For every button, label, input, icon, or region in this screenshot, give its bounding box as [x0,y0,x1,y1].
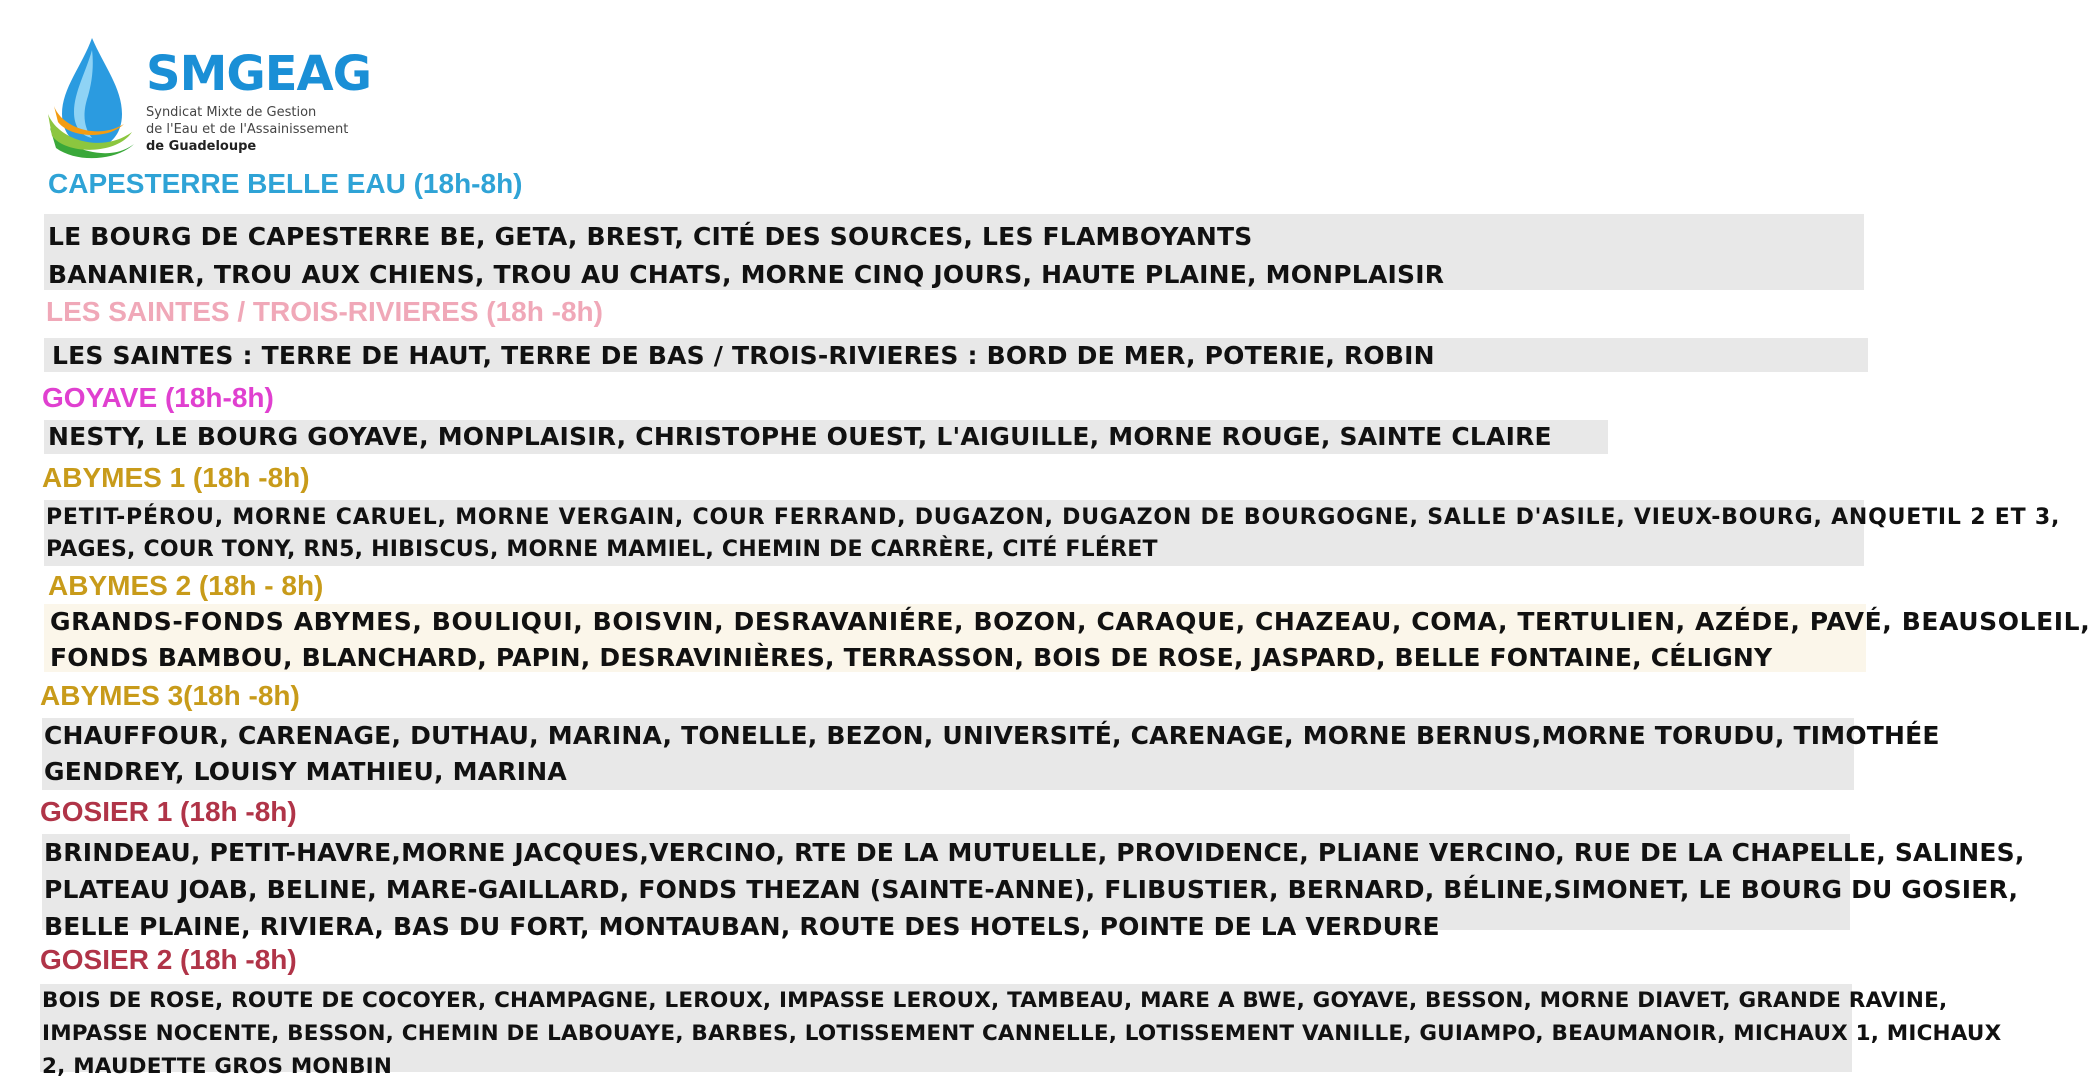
area-line: BRINDEAU, PETIT-HAVRE,MORNE JACQUES,VERCINO, RTE DE LA MUTUELLE, PROVIDENCE, PLIANE VERCINO, RUE DE LA CHAPELLE, SALINES, [44,838,2025,867]
smgeag-logo [48,36,388,162]
area-line: BANANIER, TROU AUX CHIENS, TROU AU CHATS, MORNE CINQ JOURS, HAUTE PLAINE, MONPLAISIR [48,260,1445,289]
section-box-gosier-1 [42,834,2025,941]
area-line: FONDS BAMBOU, BLANCHARD, PAPIN, DESRAVINIÈRES, TERRASSON, BOIS DE ROSE, JASPARD, BELLE FONTAINE, CÉLIGNY [50,643,1773,672]
section-box-abymes-3 [42,718,1940,790]
area-line: CHAUFFOUR, CARENAGE, DUTHAU, MARINA, TONELLE, BEZON, UNIVERSITÉ, CARENAGE, MORNE BERNUS,MORNE TORUDU, TIMOTHÉE [44,721,1940,750]
area-line: NESTY, LE BOURG GOYAVE, MONPLAISIR, CHRISTOPHE OUEST, L'AIGUILLE, MORNE ROUGE, SAINTE CLAIRE [48,422,1552,451]
area-line: IMPASSE NOCENTE, BESSON, CHEMIN DE LABOUAYE, BARBES, LOTISSEMENT CANNELLE, LOTISSEMENT VANILLE, GUIAMPO, BEAUMANOIR, MICHAUX 1, MICHAUX [42,1021,2002,1046]
area-line: 2, MAUDETTE GROS MONBIN [42,1054,393,1079]
section-box-capesterre [44,214,1864,290]
section-title-abymes-1: ABYMES 1 (18h -8h) [42,462,310,493]
tagline-line: de l'Eau et de l'Assainissement [146,122,349,137]
section-title-gosier-2: GOSIER 2 (18h -8h) [40,944,297,975]
section-title-goyave: GOYAVE (18h-8h) [42,382,274,413]
brand-tagline [146,104,348,155]
area-line: BOIS DE ROSE, ROUTE DE COCOYER, CHAMPAGNE, LEROUX, IMPASSE LEROUX, TAMBEAU, MARE A BWE, GOYAVE, BESSON, MORNE DIAVET, GRANDE RAVINE, [42,988,1948,1013]
section-title-abymes-2: ABYMES 2 (18h - 8h) [48,570,324,601]
tagline-line: de Guadeloupe [146,139,257,154]
area-line: LE BOURG DE CAPESTERRE BE, GETA, BREST, CITÉ DES SOURCES, LES FLAMBOYANTS [48,222,1253,251]
area-line: PETIT-PÉROU, MORNE CARUEL, MORNE VERGAIN, COUR FERRAND, DUGAZON, DUGAZON DE BOURGOGNE, SALLE D'ASILE, VIEUX-BOURG, ANQUETIL 2 ET 3, [46,505,2061,530]
section-title-abymes-3: ABYMES 3(18h -8h) [40,680,300,711]
area-line: PAGES, COUR TONY, RN5, HIBISCUS, MORNE MAMIEL, CHEMIN DE CARRÈRE, CITÉ FLÉRET [46,537,1158,562]
tagline-line: Syndicat Mixte de Gestion [146,105,317,120]
water-drop-logo-icon [48,36,138,162]
area-line: GENDREY, LOUISY MATHIEU, MARINA [44,757,567,786]
section-title-capesterre: CAPESTERRE BELLE EAU (18h-8h) [48,168,523,199]
area-line: GRANDS-FONDS ABYMES, BOULIQUI, BOISVIN, DESRAVANIÉRE, BOZON, CARAQUE, CHAZEAU, COMA, TERTULIEN, AZÉDE, PAVÉ, BEAUSOLEIL, [50,607,2090,636]
section-box-abymes-1 [44,500,2061,566]
brand-name: SMGEAG [146,46,372,102]
section-box-gosier-2 [40,984,2002,1079]
section-title-gosier-1: GOSIER 1 (18h -8h) [40,796,297,827]
area-line: LES SAINTES : TERRE DE HAUT, TERRE DE BAS / TROIS-RIVIERES : BORD DE MER, POTERIE, ROBIN [52,341,1435,370]
area-line: BELLE PLAINE, RIVIERA, BAS DU FORT, MONTAUBAN, ROUTE DES HOTELS, POINTE DE LA VERDURE [44,912,1440,941]
area-line: PLATEAU JOAB, BELINE, MARE-GAILLARD, FONDS THEZAN (SAINTE-ANNE), FLIBUSTIER, BERNARD, BÉLINE,SIMONET, LE BOURG DU GOSIER, [44,875,2019,904]
section-box-saintes [44,338,1868,372]
section-title-saintes: LES SAINTES / TROIS-RIVIERES (18h -8h) [46,296,603,327]
section-box-abymes-2 [44,604,2090,672]
section-box-goyave [44,420,1608,454]
